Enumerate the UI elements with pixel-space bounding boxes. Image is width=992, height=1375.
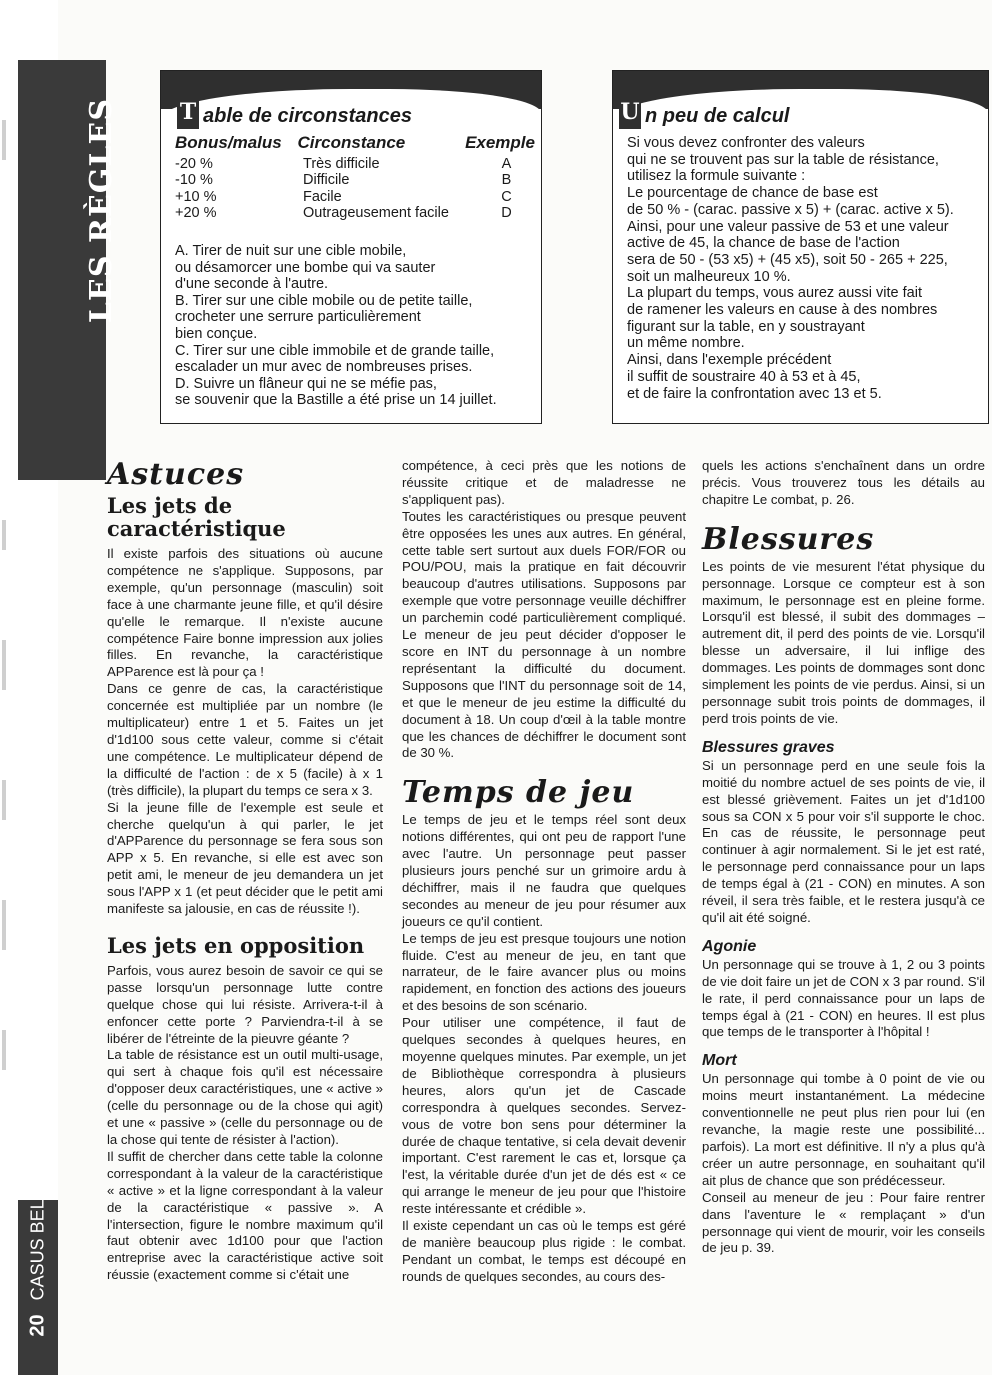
paragraph: Dans ce genre de cas, la caractéristique concernée est multipliée par un nombre (le multiplicateur) entre 1 et 5. Faites un jet d'1d100 sous cette valeur, comme si c'était une compétence. Le multiplicateur dépend de la difficulté de l'action : de x 5 (facile) à x 1 (très difficile), la plupart du temps ce sera x 3. bbox=[107, 681, 383, 798]
page-footer bbox=[18, 1160, 58, 1360]
paragraph: Parfois, vous aurez besoin de savoir ce qui se passe lorsqu'un personnage lutte contre quelque chose qui lui résiste. Arrivera-t-il à enfoncer cette porte ? Parviendra-t-il à se libérer de l'étreinte de la pieuvre géante ? bbox=[107, 962, 383, 1046]
paragraph: Si la jeune fille de l'exemple est seule et cherche quelqu'un à qui parler, le jet d'APParence du personnage se fera sous son APP x 5. En revanche, si elle est avec son petit ami, le meneur de jeu demandera un jet sous l'APP x 1 (et peut décider que le petit ami manifeste sa jalousie, en cas de réussite !). bbox=[107, 799, 383, 917]
circumstances-box bbox=[160, 70, 542, 424]
paragraph: Il existe cependant un cas où le temps est géré de manière beaucoup plus rigide : le combat. Pendant un combat, le temps est découpé en rounds de quelques secondes, au cours des- bbox=[402, 1218, 686, 1284]
paragraph: Si un personnage perd en une seule fois la moitié du nombre actuel de ses points de vie, il est blessé grièvement. Faites un jet d'1d100 sous sa CON x 5 pour voir s'il supporte le choc. En cas de réussite, le personnage peut continuer à agir normalement. Si le jet est raté, le personnage perd connaissance pour un laps de temps égal à (21 - CON) en minutes. A son réveil, il sera très faible, et le restera jusqu'à ce qu'il ait été soigné. bbox=[702, 757, 985, 925]
examples-text: A. Tirer de nuit sur une cible mobile, ou désamorcer une bombe qui va sauter d'une seconde à l'autre. B. Tirer sur une cible mobile ou de petite taille, crocheter une serrure particulièrement bien conçue. C. Tirer sur une cible immobile et de grande taille, escalader un mur avec de nombreuses prises. D. Suivre un flâneur qui ne se méfie pas, se souvenir que la Bastille a été prise un 14 juillet. bbox=[175, 243, 497, 409]
subheading: Les jets en opposition bbox=[107, 932, 365, 958]
paragraph: Le temps de jeu et le temps réel sont deux notions différentes, qui ont peu de rapport l'une avec l'autre. Un personnage peut passer plusieurs jours penché sur un grimoire ardu à déchiffrer, mais il ne faudra que quelques secondes au meneur de jeu pour résumer aux joueurs ce qu'il contient. bbox=[402, 812, 686, 929]
paragraph: Toutes les caractéristiques ou presque peuvent être opposées les unes aux autres. En général, cette table sert surtout aux duels FOR/FOR ou POU/POU, mais la pratique en fait découvrir beaucoup d'autres utilisations. Supposons par exemple que votre personnage veuille déchiffrer un parchemin codé particulièrement compliqué. Le meneur de jeu peut décider d'opposer le score en INT du personnage à un nombre représentant la difficulté du document. Supposons que l'INT du personnage soit de 14, et que le meneur de jeu estime la difficulté du document à 18. Un coup d'œil à la table montre que les chances de déchiffrer le document sont de 30 %. bbox=[402, 508, 686, 761]
paragraph: Pour utiliser une compétence, il faut de quelques secondes à quelques heures, en moyenne quelques minutes. Par exemple, un jet de Bibliothèque correspondra à plusieurs heures, alors qu'un jet de Cascade correspondra à quelques secondes. Servez-vous de votre bon sens pour déterminer la durée de chaque tentative, si cela devait devenir important. C'est rarement le cas et, lorsque ça l'est, la véritable durée d'un jet de dés est « ce qui arrange le meneur de jeu pour que l'histoire reste intéressante et crédible ». bbox=[402, 1015, 686, 1217]
box-header-decor bbox=[161, 71, 541, 109]
paragraph: Il existe parfois des situations où aucune compétence ne s'applique. Supposons, par exemple, qu'un personnage (masculin) soit face à une charmante jeune fille, et qu'il désire qu'elle le remarque. Il n'existe aucune compétence Faire bonne impression aux jolies filles. En revanche, la caractéristique APParence est là pour ça ! bbox=[107, 546, 383, 680]
circumstances-table bbox=[175, 135, 535, 222]
box-title: able de circonstances bbox=[203, 105, 412, 127]
subheading: Blessures graves bbox=[702, 738, 835, 756]
page-number: 20 bbox=[26, 1313, 49, 1337]
section-heading: Astuces bbox=[107, 457, 245, 492]
paragraph: Le temps de jeu est presque toujours une notion fluide. C'est au meneur de jeu, en tant que narrateur, de le faire avancer plus ou moins rapidement, en fonction des actions des joueurs et des besoins de son scénario. bbox=[402, 930, 686, 1014]
table-row: +20 % Outrageusement facile D bbox=[175, 205, 512, 221]
paragraph: Conseil au meneur de jeu : Pour faire rentrer dans l'aventure le « remplaçant » d'un personnage qui vient de mourir, voir les conseils de jeu p. 39. bbox=[702, 1189, 985, 1256]
table-row: -20 % Très difficile A bbox=[175, 155, 512, 172]
title-initial: T bbox=[177, 71, 199, 129]
box-header-decor bbox=[613, 71, 988, 109]
calculation-box bbox=[612, 70, 989, 424]
table-header: Bonus/malus Circonstance Exemple bbox=[175, 133, 535, 152]
column-3 bbox=[702, 458, 985, 1257]
subheading: Mort bbox=[702, 1052, 737, 1070]
section-heading: Blessures bbox=[702, 521, 875, 557]
table-row: -10 % Difficile B bbox=[175, 172, 512, 188]
table-row: +10 % Facile C bbox=[175, 188, 512, 205]
column-2 bbox=[402, 458, 686, 1286]
paragraph: Un personnage qui se trouve à 1, 2 ou 3 points de vie doit faire un jet de CON x 3 par round. S'il le rate, il perd connaissance pour un laps de temps égal à (21 - CON) en heures. Il est plus que temps de le transporter à l'hôpital ! bbox=[702, 956, 985, 1040]
margin-ticks bbox=[2, 0, 12, 1375]
paragraph: compétence, à ceci près que les notions de réussite critique et de maladresse ne s'appliquent pas). bbox=[402, 458, 686, 507]
magazine-name: CASUS BELLI bbox=[27, 1183, 48, 1300]
subheading: Agonie bbox=[702, 937, 757, 955]
paragraph: Les points de vie mesurent l'état physique du personnage. Lorsque ce compteur est à son maximum, le personnage est en pleine forme. Lorsqu'il est blessé, il subit des dommages – autrement dit, il perd des points de vie. Lorsqu'il blesse un adversaire, il lui inflige des dommages. Les points de dommages sont donc simplement les points de vie perdus. Ainsi, si un personnage subit trois points de dommages, il perd trois points de vie. bbox=[702, 558, 985, 726]
paragraph: Un personnage qui tombe à 0 point de vie ou moins meurt instantanément. La médecine conventionnelle ne peut plus rien pour lui (en revanche, la magie reste une possibilité... parfois). La mort est définitive. Il n'y a plus qu'à créer un autre personnage, en souhaitant qu'il ait plus de chance que son prédécesseur. bbox=[702, 1071, 985, 1188]
section-title: LES RÈGLES bbox=[84, 97, 120, 323]
subheading: Les jets de caractéristique bbox=[107, 493, 286, 541]
section-heading: Temps de jeu bbox=[402, 775, 635, 811]
paragraph: La table de résistance est un outil multi-usage, qui sert à chaque fois qu'il est nécessaire d'opposer deux caractéristiques, une « active » (celle du personnage ou de la chose qui agit) et une « passive » (celle du personnage ou de la chose qui tente de résister à l'action). bbox=[107, 1047, 383, 1147]
box-title: n peu de calcul bbox=[645, 105, 790, 127]
calculation-text: Si vous devez confronter des valeurs qui ne se trouvent pas sur la table de résistance, utilisez la formule suivante : Le pourcentage de chance de base est de 50 % - (carac. passive x 5) + (carac. active x 5). Ainsi, pour une valeur passive de 53 et une valeur active de 45, la chance de base de l'action sera de 50 - (53 x5) + (45 x5), soit 50 - 265 + 225, soit un malheureux 10 %. La plupart du temps, vous aurez aussi vite fait de ramener les valeurs en cause à des nombres figurant sur la table, en y soustrayant un même nombre. Ainsi, dans l'exemple précédent il suffit de soustraire 40 à 53 et à 45, et de faire la confrontation avec 13 et 5. bbox=[627, 135, 954, 402]
paragraph: Il suffit de chercher dans cette table la colonne correspondant à la valeur de la caractéristique « active » et la ligne correspondant à la valeur de la caractéristique « passive ». A l'intersection, figure le nombre maximum qu'il faut obtenir avec 1d100 pour que l'action entreprise avec la caractéristique active soit réussie (exactement comme si c'était une bbox=[107, 1148, 383, 1283]
paragraph: quels les actions s'enchaînent dans un ordre précis. Vous trouverez tous les détails au chapitre Le combat, p. 26. bbox=[702, 458, 985, 507]
title-initial: U bbox=[619, 71, 641, 129]
column-1 bbox=[107, 458, 383, 1284]
